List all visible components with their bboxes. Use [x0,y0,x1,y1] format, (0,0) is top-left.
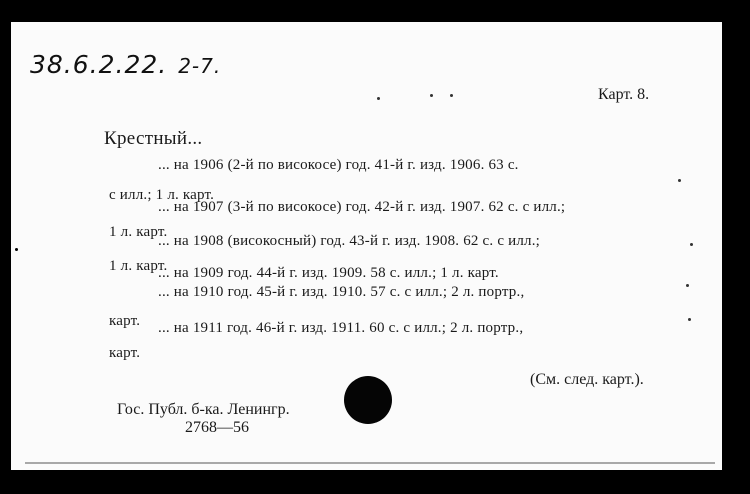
ink-speck [377,97,380,100]
see-next-card-note: (См. след. карт.). [530,371,644,388]
ink-speck [690,243,693,246]
shelfmark-main: 38.6.2.22. [30,50,168,79]
shelfmark-suffix: 2-7. [178,54,222,78]
entry-line: ... на 1907 (3-й по високосе) год. 42-й г. изд. 1907. 62 с. с илл.; [158,199,566,215]
shelfmark [30,50,221,79]
entry-line: ... на 1910 год. 45-й г. изд. 1910. 57 с. с илл.; 2 л. портр., [158,284,525,300]
library-name: Гос. Публ. б-ка. Ленингр. [117,401,290,418]
entry-line: карт. [109,345,141,361]
entry-line: ... на 1909 год. 44-й г. изд. 1909. 58 с. илл.; 1 л. карт. [158,265,499,281]
entry-line: 1 л. карт. [109,224,168,240]
ink-speck [450,94,453,97]
entry-heading: Крестный... [104,128,203,149]
ink-speck [678,179,681,182]
punch-hole [344,376,392,424]
inventory-number: 2768—56 [185,419,249,436]
entry-line: карт. [109,313,141,329]
entry-line: ... на 1911 год. 46-й г. изд. 1911. 60 с. с илл.; 2 л. портр., [158,320,524,336]
entry-line: ... на 1908 (високосный) год. 43-й г. изд. 1908. 62 с. с илл.; [158,233,541,249]
ink-speck [686,284,689,287]
ink-speck [15,248,18,251]
entry-line: ... на 1906 (2-й по високосе) год. 41-й г. изд. 1906. 63 с. [158,157,519,173]
entry-line: 1 л. карт. [109,258,168,274]
card-edge-line [25,462,715,464]
card-number: Карт. 8. [598,86,650,103]
ink-speck [688,318,691,321]
entry-line: с илл.; 1 л. карт. [109,187,215,203]
ink-speck [430,94,433,97]
